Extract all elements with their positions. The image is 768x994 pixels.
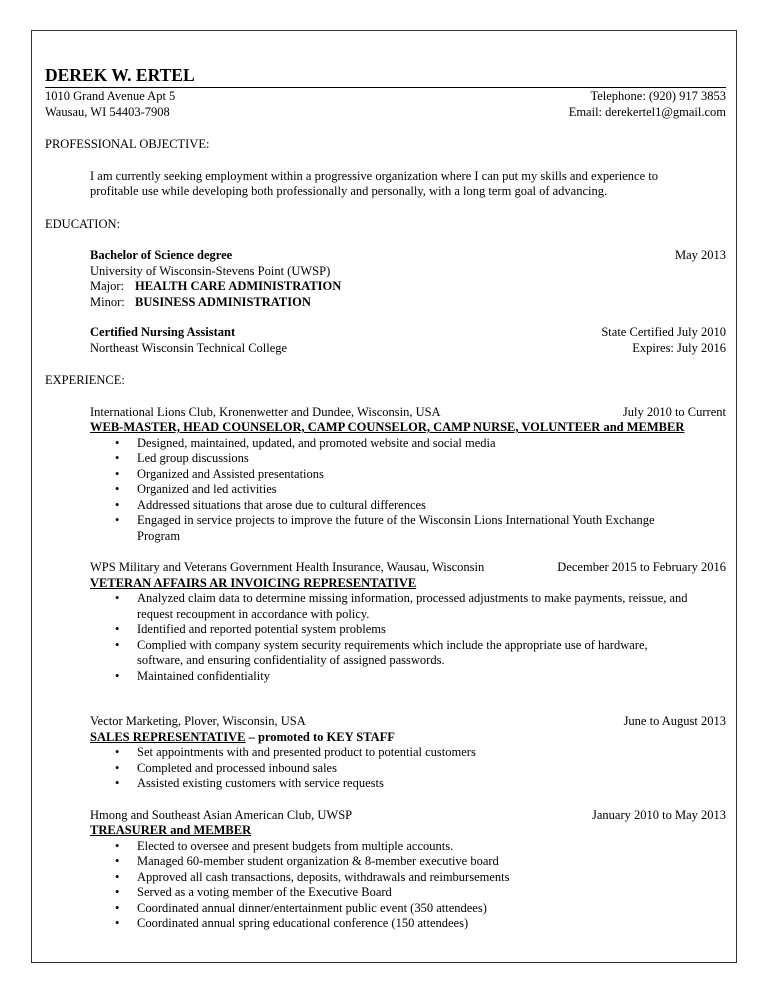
list-item: • Identified and reported potential system problems xyxy=(90,622,726,638)
job-bullets xyxy=(90,839,726,932)
list-item: • Served as a voting member of the Executive Board xyxy=(90,885,726,901)
job-bullets xyxy=(90,436,726,529)
job-hmong xyxy=(90,808,726,932)
job-date: January 2010 to May 2013 xyxy=(591,807,726,822)
degree-block xyxy=(90,248,726,310)
objective-line-1: I am currently seeking employment within a progressive organization where I can put my skills and experience to xyxy=(90,168,658,183)
list-item: • Set appointments with and presented product to potential customers xyxy=(90,745,726,761)
list-item: • Maintained confidentiality xyxy=(90,669,726,685)
major-label: Major: xyxy=(90,279,125,293)
email: Email: derekertel1@gmail.com xyxy=(568,104,726,119)
job-bullets xyxy=(90,745,726,792)
list-item: • Designed, maintained, updated, and promoted website and social media xyxy=(90,436,726,452)
resume-page xyxy=(31,30,737,963)
job-date: July 2010 to Current xyxy=(622,404,726,419)
cert-title: Certified Nursing Assistant xyxy=(90,325,236,339)
job-title: SALES REPRESENTATIVE xyxy=(90,729,246,744)
cert-school: Northeast Wisconsin Technical College xyxy=(90,340,288,355)
job-title-suffix: – promoted to KEY STAFF xyxy=(245,729,395,744)
telephone: Telephone: (920) 917 3853 xyxy=(590,89,726,103)
job-bullets xyxy=(90,591,726,607)
job-bullets-3 xyxy=(90,669,726,685)
contact-row-1 xyxy=(45,89,726,105)
list-item: • Organized and led activities xyxy=(90,482,726,498)
major-row xyxy=(90,279,726,295)
resume-content xyxy=(45,64,726,932)
minor-label: Minor: xyxy=(90,294,125,309)
job-org: Hmong and Southeast Asian American Club, UWSP xyxy=(90,807,353,822)
cert-status: State Certified July 2010 xyxy=(601,325,726,339)
list-item: • Coordinated annual dinner/entertainment public event (350 attendees) xyxy=(90,901,726,917)
degree-title: Bachelor of Science degree xyxy=(90,248,233,262)
list-item-continuation: software, and ensuring confidentiality of assigned passwords. xyxy=(137,653,445,667)
education-heading: EDUCATION: xyxy=(45,216,120,231)
list-item: • Addressed situations that arose due to cultural differences xyxy=(90,498,726,514)
job-date: December 2015 to February 2016 xyxy=(557,560,726,574)
contact-row-2 xyxy=(45,105,726,121)
list-item-continuation: Program xyxy=(137,528,181,543)
list-item: • Elected to oversee and present budgets from multiple accounts. xyxy=(90,839,726,855)
cert-block xyxy=(90,325,726,356)
list-item: • Assisted existing customers with service requests xyxy=(90,776,726,792)
job-title: VETERAN AFFAIRS AR INVOICING REPRESENTATIVE xyxy=(90,575,417,590)
objective-text xyxy=(90,169,726,200)
major-value: HEALTH CARE ADMINISTRATION xyxy=(135,279,342,293)
minor-value: BUSINESS ADMINISTRATION xyxy=(135,294,311,309)
address-line-1: 1010 Grand Avenue Apt 5 xyxy=(45,89,176,103)
job-org: Vector Marketing, Plover, Wisconsin, USA xyxy=(90,714,306,728)
address-line-2: Wausau, WI 54403-7908 xyxy=(45,104,170,119)
job-wps xyxy=(90,560,726,684)
job-bullets-2 xyxy=(90,622,726,653)
objective-line-2: profitable use while developing both professionally and personally, with a long term goal of advancing. xyxy=(90,184,608,198)
list-item: • Organized and Assisted presentations xyxy=(90,467,726,483)
job-title: WEB-MASTER, HEAD COUNSELOR, CAMP COUNSELOR, CAMP NURSE, VOLUNTEER and MEMBER xyxy=(90,420,685,434)
list-item: • Engaged in service projects to improve the future of the Wisconsin Lions International Youth Exchange xyxy=(90,513,726,529)
list-item: • Coordinated annual spring educational conference (150 attendees) xyxy=(90,916,726,932)
list-item: • Completed and processed inbound sales xyxy=(90,761,726,777)
experience-heading: EXPERIENCE: xyxy=(45,373,125,387)
job-vector xyxy=(90,714,726,792)
cert-expires: Expires: July 2016 xyxy=(632,340,726,355)
list-item: • Approved all cash transactions, deposits, withdrawals and reimbursements xyxy=(90,870,726,886)
job-date: June to August 2013 xyxy=(623,714,726,728)
minor-row xyxy=(90,295,726,311)
job-title-row xyxy=(90,730,726,746)
job-lions xyxy=(90,405,726,545)
list-item-continuation: request recoupment in accordance with policy. xyxy=(137,606,370,621)
list-item: • Analyzed claim data to determine missing information, processed adjustments to make payments, reissue, and xyxy=(90,591,726,607)
degree-date: May 2013 xyxy=(674,248,726,262)
objective-heading: PROFESSIONAL OBJECTIVE: xyxy=(45,137,210,151)
list-item: • Complied with company system security requirements which include the appropriate use of hardware, xyxy=(90,638,726,654)
header-divider xyxy=(45,87,726,88)
job-org: WPS Military and Veterans Government Health Insurance, Wausau, Wisconsin xyxy=(90,560,485,574)
degree-school: University of Wisconsin-Stevens Point (UWSP) xyxy=(90,263,331,278)
list-item: • Led group discussions xyxy=(90,451,726,467)
job-org: International Lions Club, Kronenwetter and Dundee, Wisconsin, USA xyxy=(90,404,441,419)
list-item: • Managed 60-member student organization & 8-member executive board xyxy=(90,854,726,870)
job-title: TREASURER and MEMBER xyxy=(90,823,252,837)
applicant-name: DEREK W. ERTEL xyxy=(45,65,195,85)
